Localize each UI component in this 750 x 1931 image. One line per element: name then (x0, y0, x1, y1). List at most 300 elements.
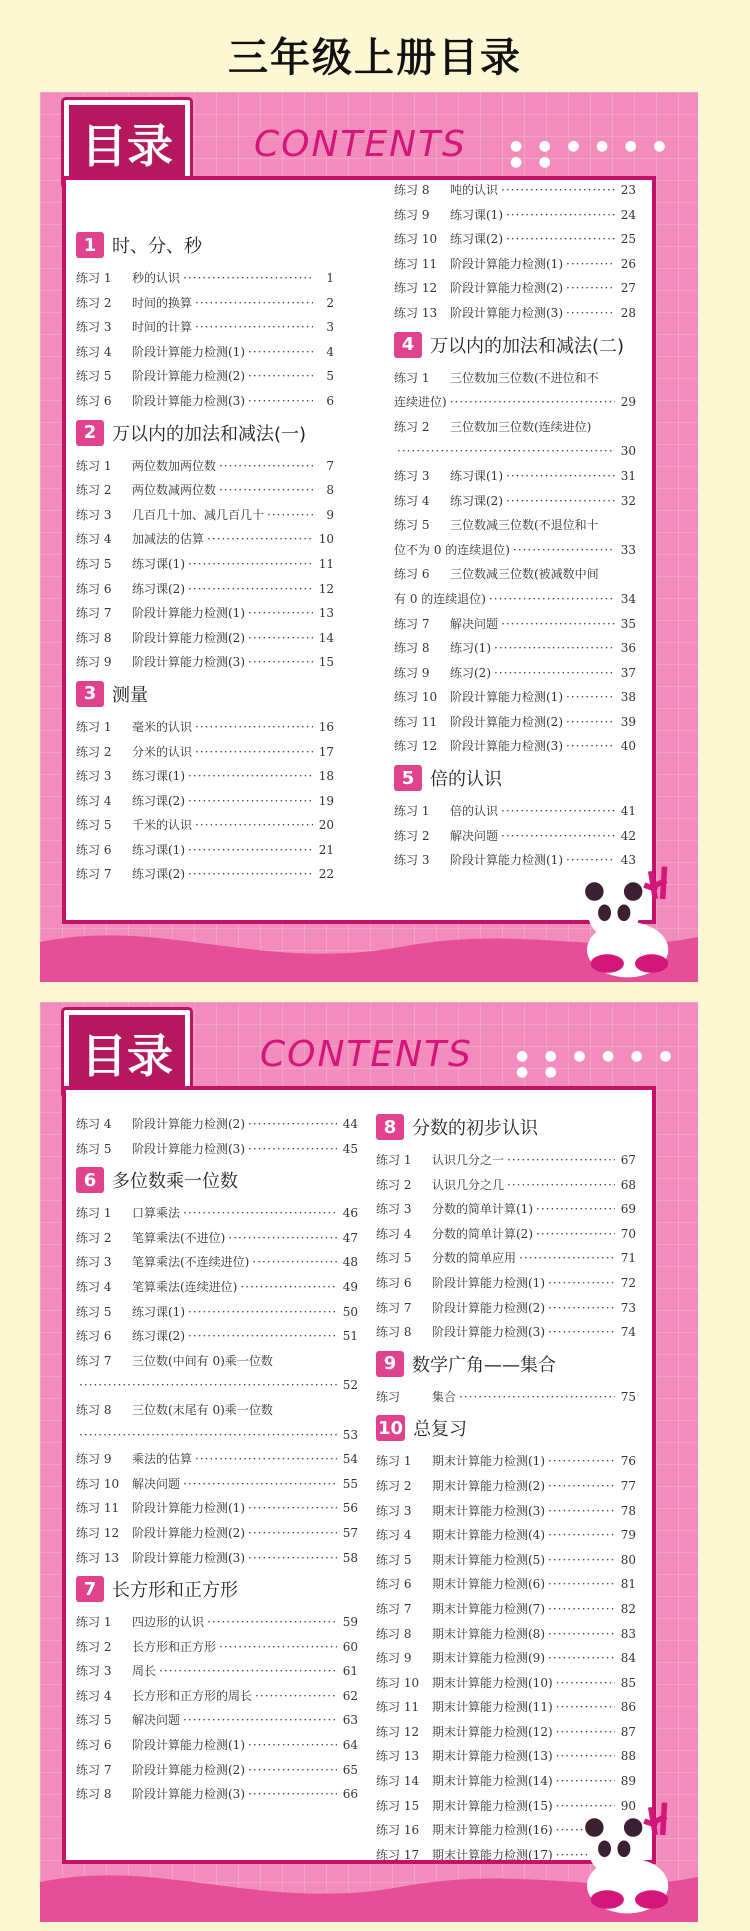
entry-page: 5 (326, 369, 334, 384)
entry-title: 两位数加两位数 (132, 458, 217, 473)
toc-entry[interactable] (76, 1398, 358, 1423)
entry-label: 练习 15 (376, 1798, 420, 1813)
entry-page: 19 (318, 793, 334, 808)
entry-label: 练习 10 (394, 232, 438, 247)
toc-entry[interactable] (76, 389, 334, 414)
entry-page: 75 (620, 1389, 636, 1404)
entry-title: 练习(1) (450, 641, 491, 656)
toc-entry[interactable] (76, 1758, 358, 1783)
toc-entry[interactable] (76, 1733, 358, 1758)
leader-dots (248, 1782, 337, 1807)
entry-page: 79 (620, 1528, 636, 1543)
leader-dots (188, 862, 313, 887)
entry-page: 32 (620, 493, 636, 508)
entry-title: 几百几十加、减几百几十 (132, 507, 265, 522)
toc-entry[interactable] (76, 813, 334, 838)
section-number-badge: 10 (376, 1415, 405, 1441)
toc-entry[interactable] (376, 1548, 636, 1573)
toc-entry[interactable] (376, 1769, 636, 1794)
entry-page: 10 (318, 532, 334, 547)
toc-entry[interactable] (76, 789, 334, 814)
leader-dots (248, 1758, 337, 1783)
entry-label: 练习 5 (376, 1251, 412, 1266)
entry-title: 阶段计算能力检测(1) (132, 344, 245, 359)
toc-entry[interactable] (394, 685, 636, 710)
toc-entry[interactable] (376, 1622, 636, 1647)
entry-page: 46 (342, 1206, 358, 1221)
toc-entry[interactable] (394, 612, 636, 637)
toc-entry[interactable] (76, 1496, 358, 1521)
toc-entry[interactable] (394, 799, 636, 824)
entry-title: 阶段计算能力检测(3) (132, 1550, 245, 1565)
toc-entry[interactable] (76, 838, 334, 863)
toc-entry[interactable] (76, 1472, 358, 1497)
entry-title: 认识几分之几 (432, 1177, 505, 1192)
toc-entry[interactable] (394, 301, 636, 326)
toc-entry[interactable] (376, 1695, 636, 1720)
toc-entry[interactable] (76, 1635, 358, 1660)
entry-title: 练习课(1) (132, 1304, 185, 1319)
entry-title: 三位数减三位数(被减数中间 (450, 567, 599, 582)
toc-entry[interactable] (76, 503, 334, 528)
entry-label: 练习 2 (76, 295, 112, 310)
section-heading (76, 420, 334, 446)
leader-dots (188, 838, 313, 863)
entry-label: 练习 14 (376, 1774, 420, 1789)
entry-title: 解决问题 (132, 1713, 181, 1728)
leader-dots (548, 1474, 615, 1499)
entry-page: 11 (318, 556, 334, 571)
entry-label: 练习 2 (376, 1478, 412, 1493)
toc-entry[interactable] (376, 1720, 636, 1745)
toc-entry[interactable] (394, 489, 636, 514)
leader-dots (566, 710, 615, 735)
toc-entry[interactable] (76, 740, 334, 765)
leader-dots (195, 813, 313, 838)
toc-entry[interactable] (394, 824, 636, 849)
leader-dots (183, 266, 313, 291)
toc-entry[interactable] (394, 464, 636, 489)
section-heading (394, 332, 636, 358)
entry-title: 三位数加三位数(连续进位) (450, 419, 592, 434)
toc-entry[interactable] (76, 1201, 358, 1226)
toc-entry[interactable] (394, 710, 636, 735)
entry-page: 8 (326, 483, 334, 498)
entry-title: 时间的换算 (132, 295, 193, 310)
entry-page: 74 (620, 1325, 636, 1340)
toc-entry[interactable] (376, 1744, 636, 1769)
toc-entry[interactable] (76, 1708, 358, 1733)
entry-title: 阶段计算能力检测(1) (450, 853, 563, 868)
leader-dots (548, 1271, 615, 1296)
entry-title: 阶段计算能力检测(3) (132, 655, 245, 670)
entry-label: 练习 1 (76, 719, 112, 734)
entry-page: 31 (620, 468, 636, 483)
leader-dots (566, 276, 615, 301)
entry-page: 33 (620, 542, 636, 557)
entry-page: 29 (620, 395, 636, 410)
entry-label: 练习 4 (376, 1226, 412, 1241)
toc-entry[interactable] (376, 1271, 636, 1296)
entry-label: 练习 3 (76, 1255, 112, 1270)
section-title: 数学广角——集合 (412, 1354, 556, 1376)
toc-entry[interactable] (394, 415, 636, 440)
section-heading (76, 1576, 358, 1602)
toc-entry[interactable] (394, 366, 636, 391)
toc-entry[interactable] (394, 636, 636, 661)
toc-entry[interactable] (376, 1449, 636, 1474)
leader-dots (489, 587, 615, 612)
toc-entry[interactable] (376, 1572, 636, 1597)
toc-entry[interactable] (376, 1197, 636, 1222)
toc-entry[interactable] (76, 1659, 358, 1684)
entry-page: 63 (342, 1713, 358, 1728)
toc-entry[interactable] (76, 1610, 358, 1635)
toc-entry[interactable] (376, 1222, 636, 1247)
leader-dots (548, 1499, 615, 1524)
entry-label: 练习 10 (394, 690, 438, 705)
entry-title: 阶段计算能力检测(3) (450, 739, 563, 754)
entry-page: 35 (620, 616, 636, 631)
entry-title: 四边形的认识 (132, 1615, 205, 1630)
toc-entry[interactable] (76, 340, 334, 365)
leader-dots (501, 612, 615, 637)
entry-title: 分数的简单计算(2) (432, 1226, 533, 1241)
toc-entry[interactable] (76, 1349, 358, 1374)
entry-page: 80 (620, 1552, 636, 1567)
toc-entry[interactable] (76, 764, 334, 789)
leader-dots (548, 1296, 615, 1321)
entry-label: 练习 7 (76, 1762, 112, 1777)
entry-title: 毫米的认识 (132, 719, 193, 734)
toc-entry[interactable] (394, 513, 636, 538)
entry-page: 39 (620, 714, 636, 729)
toc-entry[interactable] (76, 478, 334, 503)
entry-title: 口算乘法 (132, 1206, 181, 1221)
toc-entry[interactable] (76, 650, 334, 675)
toc-entry[interactable] (76, 1112, 358, 1137)
toc-entry[interactable] (394, 661, 636, 686)
section-heading (376, 1415, 636, 1441)
toc-entry[interactable] (394, 227, 636, 252)
section-title: 分数的初步认识 (412, 1118, 538, 1139)
section-heading (376, 1351, 636, 1377)
toc-entry[interactable] (76, 454, 334, 479)
entry-label: 练习 6 (76, 842, 112, 857)
toc-entry[interactable] (376, 1597, 636, 1622)
entry-page: 18 (318, 769, 334, 784)
entry-page: 40 (620, 739, 636, 754)
entry-label: 练习 13 (76, 1550, 120, 1565)
entry-label: 练习 4 (76, 532, 112, 547)
toc-entry[interactable] (376, 1320, 636, 1345)
entry-label: 练习 6 (76, 1329, 112, 1344)
toc-entry[interactable] (76, 291, 334, 316)
toc-entry[interactable] (394, 178, 636, 203)
entry-label: 练习 4 (76, 793, 112, 808)
toc-entry[interactable] (394, 562, 636, 587)
leader-dots (188, 577, 313, 602)
entry-label: 练习 11 (76, 1501, 120, 1516)
entry-label: 练习 6 (376, 1577, 412, 1592)
leader-dots (188, 1324, 337, 1349)
entry-label: 练习 9 (394, 665, 430, 680)
entry-title: 期末计算能力检测(5) (432, 1552, 545, 1567)
entry-title: 阶段计算能力检测(3) (132, 393, 245, 408)
toc-entry[interactable] (76, 315, 334, 340)
entry-page: 81 (620, 1577, 636, 1592)
leader-dots (248, 626, 313, 651)
entry-title: 阶段计算能力检测(2) (132, 630, 245, 645)
toc-panel-2 (40, 1002, 698, 1922)
entry-title: 分米的认识 (132, 744, 193, 759)
toc-entry[interactable] (376, 1296, 636, 1321)
entry-label: 练习 7 (76, 1353, 112, 1368)
toc-entry[interactable] (76, 1521, 358, 1546)
entry-label: 练习 3 (76, 507, 112, 522)
entry-label: 练习 6 (394, 567, 430, 582)
section-number-badge: 3 (76, 681, 104, 707)
toc-entry[interactable] (76, 1226, 358, 1251)
entry-title: 练习课(1) (132, 769, 185, 784)
section-number-badge: 9 (376, 1351, 404, 1377)
toc-entry[interactable] (376, 1499, 636, 1524)
toc-entry[interactable] (76, 1137, 358, 1162)
entry-page: 83 (620, 1626, 636, 1641)
section-heading (76, 681, 334, 707)
leader-dots (459, 1385, 615, 1410)
toc-entry-continued (394, 439, 636, 464)
entry-page: 82 (620, 1601, 636, 1616)
entry-title: 阶段计算能力检测(2) (450, 281, 563, 296)
entry-page: 53 (342, 1427, 358, 1442)
entry-page: 72 (620, 1275, 636, 1290)
entry-label: 练习 1 (394, 370, 430, 385)
leader-dots (219, 1635, 337, 1660)
entry-page: 66 (342, 1787, 358, 1802)
toc-entry[interactable] (76, 1275, 358, 1300)
entry-title-continued: 有 0 的连续退位) (394, 591, 486, 606)
entry-page: 27 (620, 281, 636, 296)
toc-entry[interactable] (394, 252, 636, 277)
entry-title: 阶段计算能力检测(2) (132, 1117, 245, 1131)
entry-page: 70 (620, 1226, 636, 1241)
toc-entry-continued (394, 587, 636, 612)
entry-title: 期末计算能力检测(15) (432, 1798, 553, 1813)
leader-dots (248, 364, 313, 389)
entry-page: 21 (318, 842, 334, 857)
toc-col-left (76, 226, 334, 887)
contents-heading: CONTENTS (254, 124, 467, 165)
entry-title: 期末计算能力检测(8) (432, 1626, 545, 1641)
entry-page: 54 (342, 1452, 358, 1467)
entry-page: 84 (620, 1651, 636, 1666)
leader-dots (240, 1275, 337, 1300)
entry-title: 练习课(2) (132, 581, 185, 596)
entry-page: 65 (342, 1762, 358, 1777)
entry-page: 58 (342, 1550, 358, 1565)
entry-label: 练习 6 (76, 1738, 112, 1753)
entry-page: 64 (342, 1738, 358, 1753)
toc-entry[interactable] (76, 552, 334, 577)
leader-dots (566, 685, 615, 710)
entry-label: 练习 3 (76, 769, 112, 784)
toc-entry[interactable] (76, 715, 334, 740)
entry-label: 练习 12 (76, 1525, 120, 1540)
panda-illustration-icon (558, 1798, 688, 1918)
entry-page: 6 (326, 393, 334, 408)
toc-entry[interactable] (76, 1447, 358, 1472)
section-title: 多位数乘一位数 (112, 1171, 238, 1193)
entry-page: 24 (620, 207, 636, 222)
leader-dots (248, 389, 313, 414)
section-number-badge: 8 (376, 1114, 404, 1140)
entry-label: 练习 8 (376, 1626, 412, 1641)
leader-dots (159, 1659, 337, 1684)
entry-label: 练习 7 (376, 1601, 412, 1616)
toc-entry[interactable] (76, 1684, 358, 1709)
entry-title: 练习课(2) (132, 1329, 185, 1344)
toc-entry[interactable] (76, 601, 334, 626)
entry-title: 认识几分之一 (432, 1153, 505, 1167)
entry-title: 两位数减两位数 (132, 483, 217, 498)
toc-entry[interactable] (376, 1246, 636, 1271)
entry-page: 25 (620, 232, 636, 247)
entry-title: 倍的认识 (450, 804, 499, 819)
toc-entry[interactable] (394, 203, 636, 228)
entry-page: 7 (326, 458, 334, 473)
entry-title: 练习课(2) (132, 793, 185, 808)
leader-dots (183, 1201, 337, 1226)
entry-page: 51 (342, 1329, 358, 1344)
leader-dots (188, 552, 313, 577)
entry-page: 9 (326, 507, 334, 522)
toc-entry[interactable] (376, 1385, 636, 1410)
entry-title: 解决问题 (132, 1476, 181, 1491)
entry-page: 67 (620, 1153, 636, 1167)
entry-title: 阶段计算能力检测(3) (132, 1787, 245, 1802)
toc-entry-continued (394, 538, 636, 563)
entry-label: 练习 2 (394, 828, 430, 843)
leader-dots (183, 1708, 337, 1733)
toc-entry[interactable] (376, 1646, 636, 1671)
entry-label: 练习 4 (76, 344, 112, 359)
entry-title: 阶段计算能力检测(2) (132, 369, 245, 384)
entry-label: 练习 7 (76, 867, 112, 882)
entry-page: 87 (620, 1724, 636, 1739)
entry-label: 练习 5 (76, 818, 112, 833)
toc-entry[interactable] (76, 527, 334, 552)
leader-dots (188, 789, 313, 814)
entry-label: 练习 5 (76, 1713, 112, 1728)
toc-entry[interactable] (76, 577, 334, 602)
entry-page: 50 (342, 1304, 358, 1319)
leader-dots (248, 1733, 337, 1758)
section-heading (394, 765, 636, 791)
entry-label: 练习 8 (76, 1402, 112, 1417)
entry-label: 练习 1 (76, 458, 112, 473)
entry-page: 4 (326, 344, 334, 359)
leader-dots (556, 1695, 615, 1720)
entry-label: 练习 5 (76, 1304, 112, 1319)
toc-entry[interactable] (76, 1324, 358, 1349)
entry-title: 期末计算能力检测(11) (432, 1700, 553, 1715)
entry-label: 练习 2 (76, 1230, 112, 1245)
toc-entry[interactable] (76, 1250, 358, 1275)
leader-dots (195, 315, 313, 340)
leader-dots (252, 1250, 337, 1275)
toc-entry[interactable] (376, 1474, 636, 1499)
section-title: 长方形和正方形 (112, 1580, 238, 1602)
entry-label: 练习 3 (376, 1202, 412, 1217)
entry-title: 期末计算能力检测(13) (432, 1749, 553, 1764)
entry-page: 73 (620, 1300, 636, 1315)
entry-label: 练习 10 (76, 1476, 120, 1491)
toc-entry[interactable] (76, 266, 334, 291)
entry-page: 44 (342, 1117, 358, 1131)
entry-title: 阶段计算能力检测(2) (132, 1762, 245, 1777)
toc-entry[interactable] (76, 364, 334, 389)
leader-dots (548, 1622, 615, 1647)
toc-entry[interactable] (394, 734, 636, 759)
section-title: 万以内的加法和减法(一) (112, 423, 307, 445)
entry-label: 练习 8 (394, 183, 430, 197)
entry-label: 练习 3 (394, 468, 430, 483)
toc-entry[interactable] (394, 276, 636, 301)
entry-page: 56 (342, 1501, 358, 1516)
toc-entry[interactable] (376, 1671, 636, 1696)
toc-entry[interactable] (76, 1546, 358, 1571)
leader-dots (548, 1320, 615, 1345)
entry-title: 期末计算能力检测(12) (432, 1724, 553, 1739)
leader-dots (506, 227, 615, 252)
entry-page: 85 (620, 1675, 636, 1690)
toc-entry[interactable] (76, 626, 334, 651)
entry-title: 练习课(1) (132, 842, 185, 857)
entry-label: 练习 2 (376, 1177, 412, 1192)
entry-title: 练习(2) (450, 665, 491, 680)
leader-dots (195, 740, 313, 765)
entry-title: 期末计算能力检测(4) (432, 1528, 545, 1543)
entry-page: 43 (620, 853, 636, 868)
entry-title: 三位数减三位数(不退位和十 (450, 518, 599, 533)
toc-entry[interactable] (376, 1173, 636, 1198)
header-dots: ● ● ● ● ● ● ● ● (510, 138, 672, 170)
entry-label: 练习 3 (76, 1664, 112, 1679)
entry-page: 12 (318, 581, 334, 596)
leader-dots (519, 1246, 615, 1271)
toc-entry[interactable] (76, 862, 334, 887)
leader-dots (506, 464, 615, 489)
leader-dots (228, 1226, 337, 1251)
entry-label: 练习 9 (376, 1651, 412, 1666)
toc-entry[interactable] (76, 1300, 358, 1325)
entry-page: 36 (620, 641, 636, 656)
entry-label: 练习 11 (376, 1700, 420, 1715)
toc-entry[interactable] (376, 1148, 636, 1173)
leader-dots (248, 1546, 337, 1571)
entry-label: 练习 6 (376, 1275, 412, 1290)
entry-page: 61 (342, 1664, 358, 1679)
entry-page: 76 (620, 1454, 636, 1469)
entry-title: 解决问题 (450, 828, 499, 843)
entry-page: 45 (342, 1141, 358, 1156)
toc-entry[interactable] (376, 1523, 636, 1548)
entry-page: 26 (620, 256, 636, 271)
toc-entry[interactable] (76, 1782, 358, 1807)
entry-label: 练习 1 (376, 1153, 412, 1167)
entry-title: 期末计算能力检测(1) (432, 1454, 545, 1469)
